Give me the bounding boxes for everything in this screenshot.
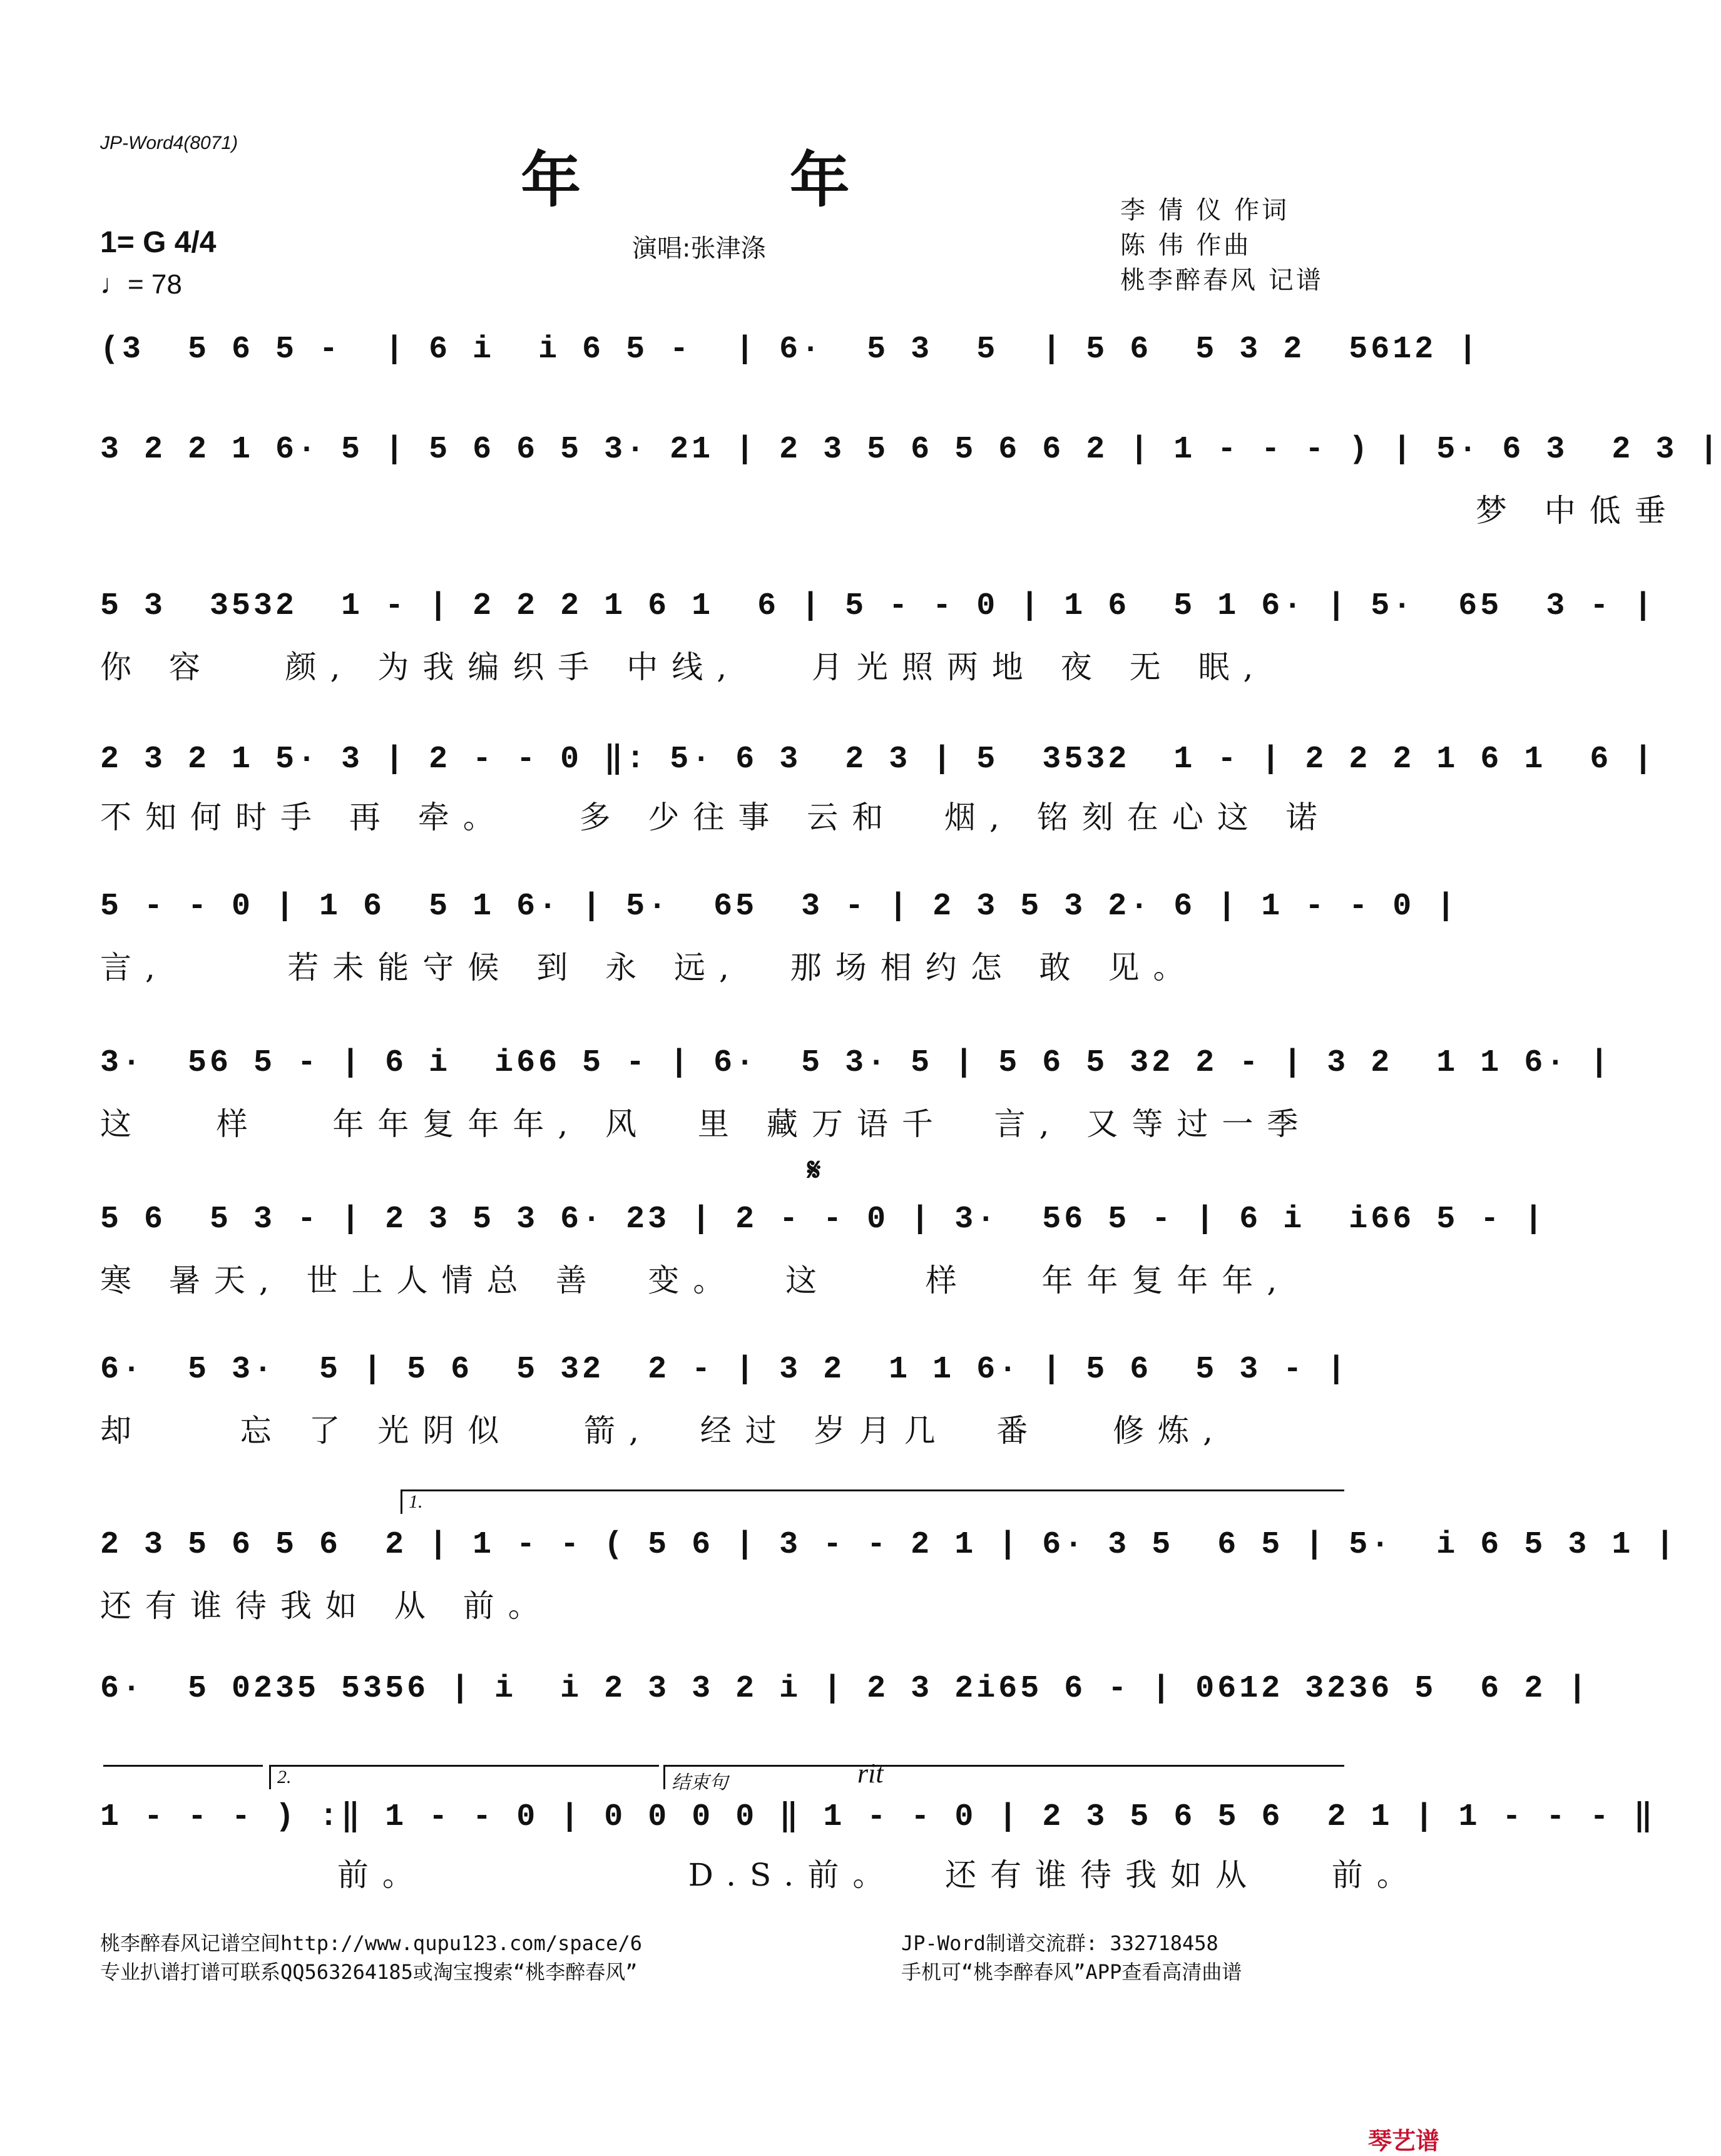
notation-row: 5 3 3532 1 - | 2 2 2 1 6 1 6 | 5 - - 0 | 1 6 5 1 6· | 5· 65 3 - |: [100, 588, 1656, 624]
notation-row: (3 5 6 5 - | 6 i i 6 5 - | 6· 5 3 5 | 5 6 5 3 2 5612 |: [100, 332, 1481, 367]
lyricist-credit: 李 倩 仪 作词: [1120, 196, 1290, 225]
first-ending-continuation: [103, 1765, 263, 1789]
lyrics-row: 言, 若未能守候 到 永 远, 那场相约怎 敢 见。: [100, 949, 1198, 986]
score-line-5: [100, 889, 1459, 1014]
singer-credit: 演唱:张津涤: [632, 234, 766, 263]
footer-website: 桃李醉春风记谱空间http://www.qupu123.com/space/6: [100, 1931, 642, 1955]
notation-row: 5 6 5 3 - | 2 3 5 3 6· 23 | 2 - - 0 | 3· 56 5 - | 6 i i66 5 - |: [100, 1202, 1546, 1237]
lyrics-row: 不知何时手 再 牵。 多 少往事 云和 烟, 铭刻在心这 诺: [100, 799, 1331, 835]
score-line-11: [100, 1796, 1656, 1921]
coda-ending-label: 结束句: [672, 1772, 728, 1793]
lyrics-row: 前。 D.S.前。 还有谁待我如从 前。: [100, 1857, 1422, 1893]
notation-row: 2 3 2 1 5· 3 | 2 - - 0 ‖: 5· 6 3 2 3 | 5 3532 1 - | 2 2 2 1 6 1 6 |: [100, 742, 1656, 777]
coda-ending-bracket: [663, 1765, 1344, 1793]
second-ending-label: 2.: [277, 1767, 292, 1787]
score-line-8: [100, 1352, 1349, 1477]
footer-left: [100, 1929, 642, 1986]
ritardando-mark: rit: [857, 1758, 884, 1789]
composer-credit: 陈 伟 作曲: [1120, 231, 1252, 260]
score-line-4: [100, 738, 1656, 864]
lyrics-row: 这 样 年年复年年, 风 里 藏万语千 言, 又等过一季: [100, 1106, 1312, 1142]
notation-row: 1 - - - ) :‖ 1 - - 0 | 0 0 0 0 ‖ 1 - - 0 | 2 3 5 6 5 6 2 1 | 1 - - - ‖: [100, 1799, 1656, 1835]
segno-sign: 𝄋: [807, 1152, 821, 1188]
score-line-9: [100, 1527, 1678, 1652]
key-signature: 1= G 4/4: [100, 226, 217, 259]
notation-row: 3 2 2 1 6· 5 | 5 6 6 5 3· 21 | 2 3 5 6 5 6 6 2 | 1 - - - ) | 5· 6 3 2 3 |: [100, 432, 1721, 467]
second-ending-bracket: [269, 1765, 659, 1789]
footer-right: [901, 1929, 1242, 1986]
credits-block: [1120, 193, 1324, 298]
score-line-6: [100, 1045, 1612, 1170]
score-line-10: [100, 1671, 1590, 1765]
first-ending-label: 1.: [409, 1491, 423, 1512]
notation-row: 3· 56 5 - | 6 i i66 5 - | 6· 5 3· 5 | 5 6 5 32 2 - | 3 2 1 1 6· |: [100, 1045, 1612, 1081]
lyrics-row: 寒 暑天, 世上人情总 善 变。 这 样 年年复年年,: [100, 1262, 1291, 1299]
transcriber-credit: 桃李醉春风 记谱: [1120, 266, 1324, 295]
score-line-3: [100, 588, 1656, 713]
brand-logo: 琴艺谱: [1367, 2127, 1439, 2155]
software-version: JP-Word4(8071): [100, 133, 238, 153]
footer-group: JP-Word制谱交流群: 332718458: [901, 1931, 1218, 1955]
score-line-2: [100, 432, 1721, 557]
lyrics-row: 你 容 颜, 为我编织手 中线, 月光照两地 夜 无 眠,: [100, 649, 1267, 685]
song-title: 年 年: [521, 145, 944, 215]
footer-app: 手机可“桃李醉春风”APP查看高清曲谱: [901, 1960, 1242, 1984]
notation-row: 2 3 5 6 5 6 2 | 1 - - ( 5 6 | 3 - - 2 1 | 6· 3 5 6 5 | 5· i 6 5 3 1 |: [100, 1527, 1678, 1563]
notation-row: 6· 5 3· 5 | 5 6 5 32 2 - | 3 2 1 1 6· | 5 6 5 3 - |: [100, 1352, 1349, 1387]
notation-row: 6· 5 0235 5356 | i i 2 3 3 2 i | 2 3 2i65 6 - | 0612 3236 5 6 2 |: [100, 1671, 1590, 1707]
notation-row: 5 - - 0 | 1 6 5 1 6· | 5· 65 3 - | 2 3 5 3 2· 6 | 1 - - 0 |: [100, 889, 1459, 924]
first-ending-bracket: [401, 1489, 1344, 1514]
lyrics-row: 还有谁待我如 从 前。: [100, 1588, 553, 1624]
lyrics-row: 却 忘 了 光阴似 箭, 经过 岁月几 番 修炼,: [100, 1413, 1227, 1449]
lyrics-row: 梦 中低垂: [100, 493, 1680, 529]
score-line-7: [100, 1202, 1546, 1327]
score-line-1: [100, 332, 1481, 426]
footer-contact: 专业扒谱打谱可联系QQ563264185或淘宝搜索“桃李醉春风”: [100, 1960, 638, 1984]
tempo-marking: ♩= 78: [100, 269, 182, 300]
